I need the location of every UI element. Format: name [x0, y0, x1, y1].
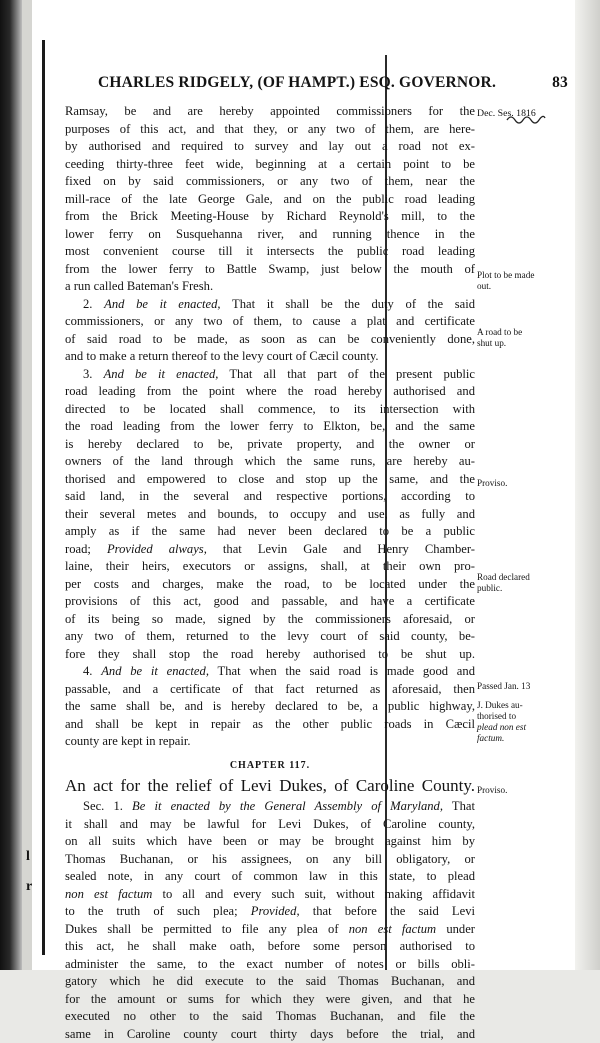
- text-line: same in Caroline county court thirty days before the trial, and: [65, 1026, 475, 1043]
- text-line: most convenient course till it intersects the public road leading: [65, 243, 475, 261]
- enacting-clause: And be it enacted,: [101, 664, 209, 678]
- adjacent-page-strip: [22, 0, 32, 970]
- margin-note-plot: Plot to be made out.: [477, 270, 577, 292]
- text-line: the road leading from the lower ferry to Elkton, be, and the same: [65, 418, 475, 436]
- margin-note-road-shut: A road to be shut up.: [477, 327, 577, 349]
- text-line: a run called Bateman's Fresh.: [65, 278, 475, 296]
- enacting-clause: And be it enacted,: [104, 297, 220, 311]
- margin-note-passed: Passed Jan. 13: [477, 681, 577, 692]
- latin-phrase: non est factum: [349, 922, 436, 936]
- margin-letter: r: [26, 872, 32, 902]
- section-number: 2.: [83, 297, 92, 311]
- proviso-word: Provided,: [251, 904, 300, 918]
- text-line: fixed on by said commissioners, or any two of them, near the: [65, 173, 475, 191]
- text-line: amply as if the same had never been declared to be a public: [65, 523, 475, 541]
- enacting-clause: And be it enacted,: [104, 367, 219, 381]
- text-line: said land, in the several and respective portions, according to: [65, 488, 475, 506]
- running-head: [98, 74, 568, 92]
- text-line: and to make a return thereof to the levy court of Cæcil county.: [65, 348, 475, 366]
- text-line: lower ferry on Susquehanna river, and running thence in the: [65, 226, 475, 244]
- text-line: the same shall be, and is hereby declared to be, a public highway,: [65, 698, 475, 716]
- section-1-first-line: Sec. 1. Be it enacted by the General Assembly of Maryland, That: [65, 798, 475, 816]
- latin-phrase: non est factum: [65, 887, 152, 901]
- text-line: owners of the land through which the same runs, are hereby au-: [65, 453, 475, 471]
- text-line: provisions of this act, good and passable, and have a certificate: [65, 593, 475, 611]
- margin-note-proviso: Proviso.: [477, 478, 577, 489]
- text-line: for the amount or sums for which they were given, and that he: [65, 991, 475, 1009]
- text-line: this act, he shall make oath, before some person authorised to: [65, 938, 475, 956]
- text-line: by authorised and required to survey and lay out a road not ex-: [65, 138, 475, 156]
- text-line: road leading from the point where the road hereby authorised and: [65, 383, 475, 401]
- section-4-first-line: 4. And be it enacted, That when the said road is made good and: [65, 663, 475, 681]
- text-line: administer the same, to the exact number of notes or bills obli-: [65, 956, 475, 974]
- text-line: is hereby declared to be, private property, and the owner or: [65, 436, 475, 454]
- binding-edge: [0, 0, 22, 970]
- text-line: non est factum to all and every such suit, without making affidavit: [65, 886, 475, 904]
- section-number: 3.: [83, 367, 92, 381]
- gutter-line: [42, 40, 45, 955]
- section-2-first-line: 2. And be it enacted, That it shall be the duty of the said: [65, 296, 475, 314]
- text-line: from the lower ferry to Battle Swamp, just below the mouth of: [65, 261, 475, 279]
- text-line: fore they shall stop the road hereby authorised to be shut up.: [65, 646, 475, 664]
- margin-letter: l: [26, 842, 32, 872]
- section-3-first-line: 3. And be it enacted, That all that part of the present public: [65, 366, 475, 384]
- text-line: ceeding thirty-three feet wide, beginning at a certain point to be: [65, 156, 475, 174]
- text-line: sealed note, in any court of common law in this state, to plead: [65, 868, 475, 886]
- text-line: directed to be located shall commence, to its intersection with: [65, 401, 475, 419]
- section-number: 4.: [83, 664, 92, 678]
- text-line: on all suits which have been or may be brought against him by: [65, 833, 475, 851]
- page-edge-shadow: [575, 0, 600, 970]
- text-line: thorised and empowered to close and stop up the same, and the: [65, 471, 475, 489]
- session-note: Dec. Ses. 1816: [477, 108, 577, 119]
- text-line: mill-race of the late George Gale, and on the public road leading: [65, 191, 475, 209]
- adjacent-page-letters: [26, 842, 32, 902]
- text-line: Ramsay, be and are hereby appointed commissioners for the: [65, 103, 475, 121]
- text-line: laine, their heirs, executors or assigns, shall, at their own pro-: [65, 558, 475, 576]
- page-header-title: CHARLES RIDGELY, (OF HAMPT.) ESQ. GOVERNOR.: [98, 74, 496, 91]
- text-line: executed no other to the said Thomas Buchanan, and file the: [65, 1008, 475, 1026]
- act-title: An act for the relief of Levi Dukes, of Caroline County.: [65, 774, 475, 798]
- text-line: from the Brick Meeting-House by Richard Reynold's mill, to the: [65, 208, 475, 226]
- proviso-word: Provided always,: [107, 542, 207, 556]
- chapter-heading: CHAPTER 117.: [65, 757, 475, 775]
- text-line: any two of them, returned to the levy court of said county, be-: [65, 628, 475, 646]
- text-line: of said road to be made, as soon as can be conveniently done,: [65, 331, 475, 349]
- text-line: Thomas Buchanan, or his assignees, on any bill obligatory, or: [65, 851, 475, 869]
- text-line: county are kept in repair.: [65, 733, 475, 751]
- text-line: it shall and may be lawful for Levi Dukes, of Caroline county,: [65, 816, 475, 834]
- proviso-line: road; Provided always, that Levin Gale and Henry Chamber-: [65, 541, 475, 559]
- text-line: per costs and charges, make the road, to be located under the: [65, 576, 475, 594]
- text-line: to the truth of such plea; Provided, that before the said Levi: [65, 903, 475, 921]
- text-line: passable, and a certificate of that fact returned as aforesaid, then: [65, 681, 475, 699]
- body-text: [65, 103, 475, 1043]
- margin-note-dukes: J. Dukes au- thorised to plead non est factum.: [477, 700, 577, 744]
- text-line: gatory which he did execute to the said Thomas Buchanan, and: [65, 973, 475, 991]
- section-number: Sec. 1.: [83, 799, 123, 813]
- margin-note-proviso: Proviso.: [477, 785, 577, 796]
- text-line: Dukes shall be permitted to file any plea of non est factum under: [65, 921, 475, 939]
- margin-note-road-declared: Road declared public.: [477, 572, 577, 594]
- text-line: purposes of this act, and that they, or any two of them, are here-: [65, 121, 475, 139]
- enacting-clause: Be it enacted by the General Assembly of Maryland,: [132, 799, 443, 813]
- page-number: 83: [552, 74, 568, 92]
- text-line: their several metes and bounds, to occupy and use, as fully and: [65, 506, 475, 524]
- text-line: of its being so made, signed by the commissioners aforesaid, or: [65, 611, 475, 629]
- text-line: commissioners, or any two of them, to cause a plat and certificate: [65, 313, 475, 331]
- text-line: and shall be kept in repair as the other public roads in Cæcil: [65, 716, 475, 734]
